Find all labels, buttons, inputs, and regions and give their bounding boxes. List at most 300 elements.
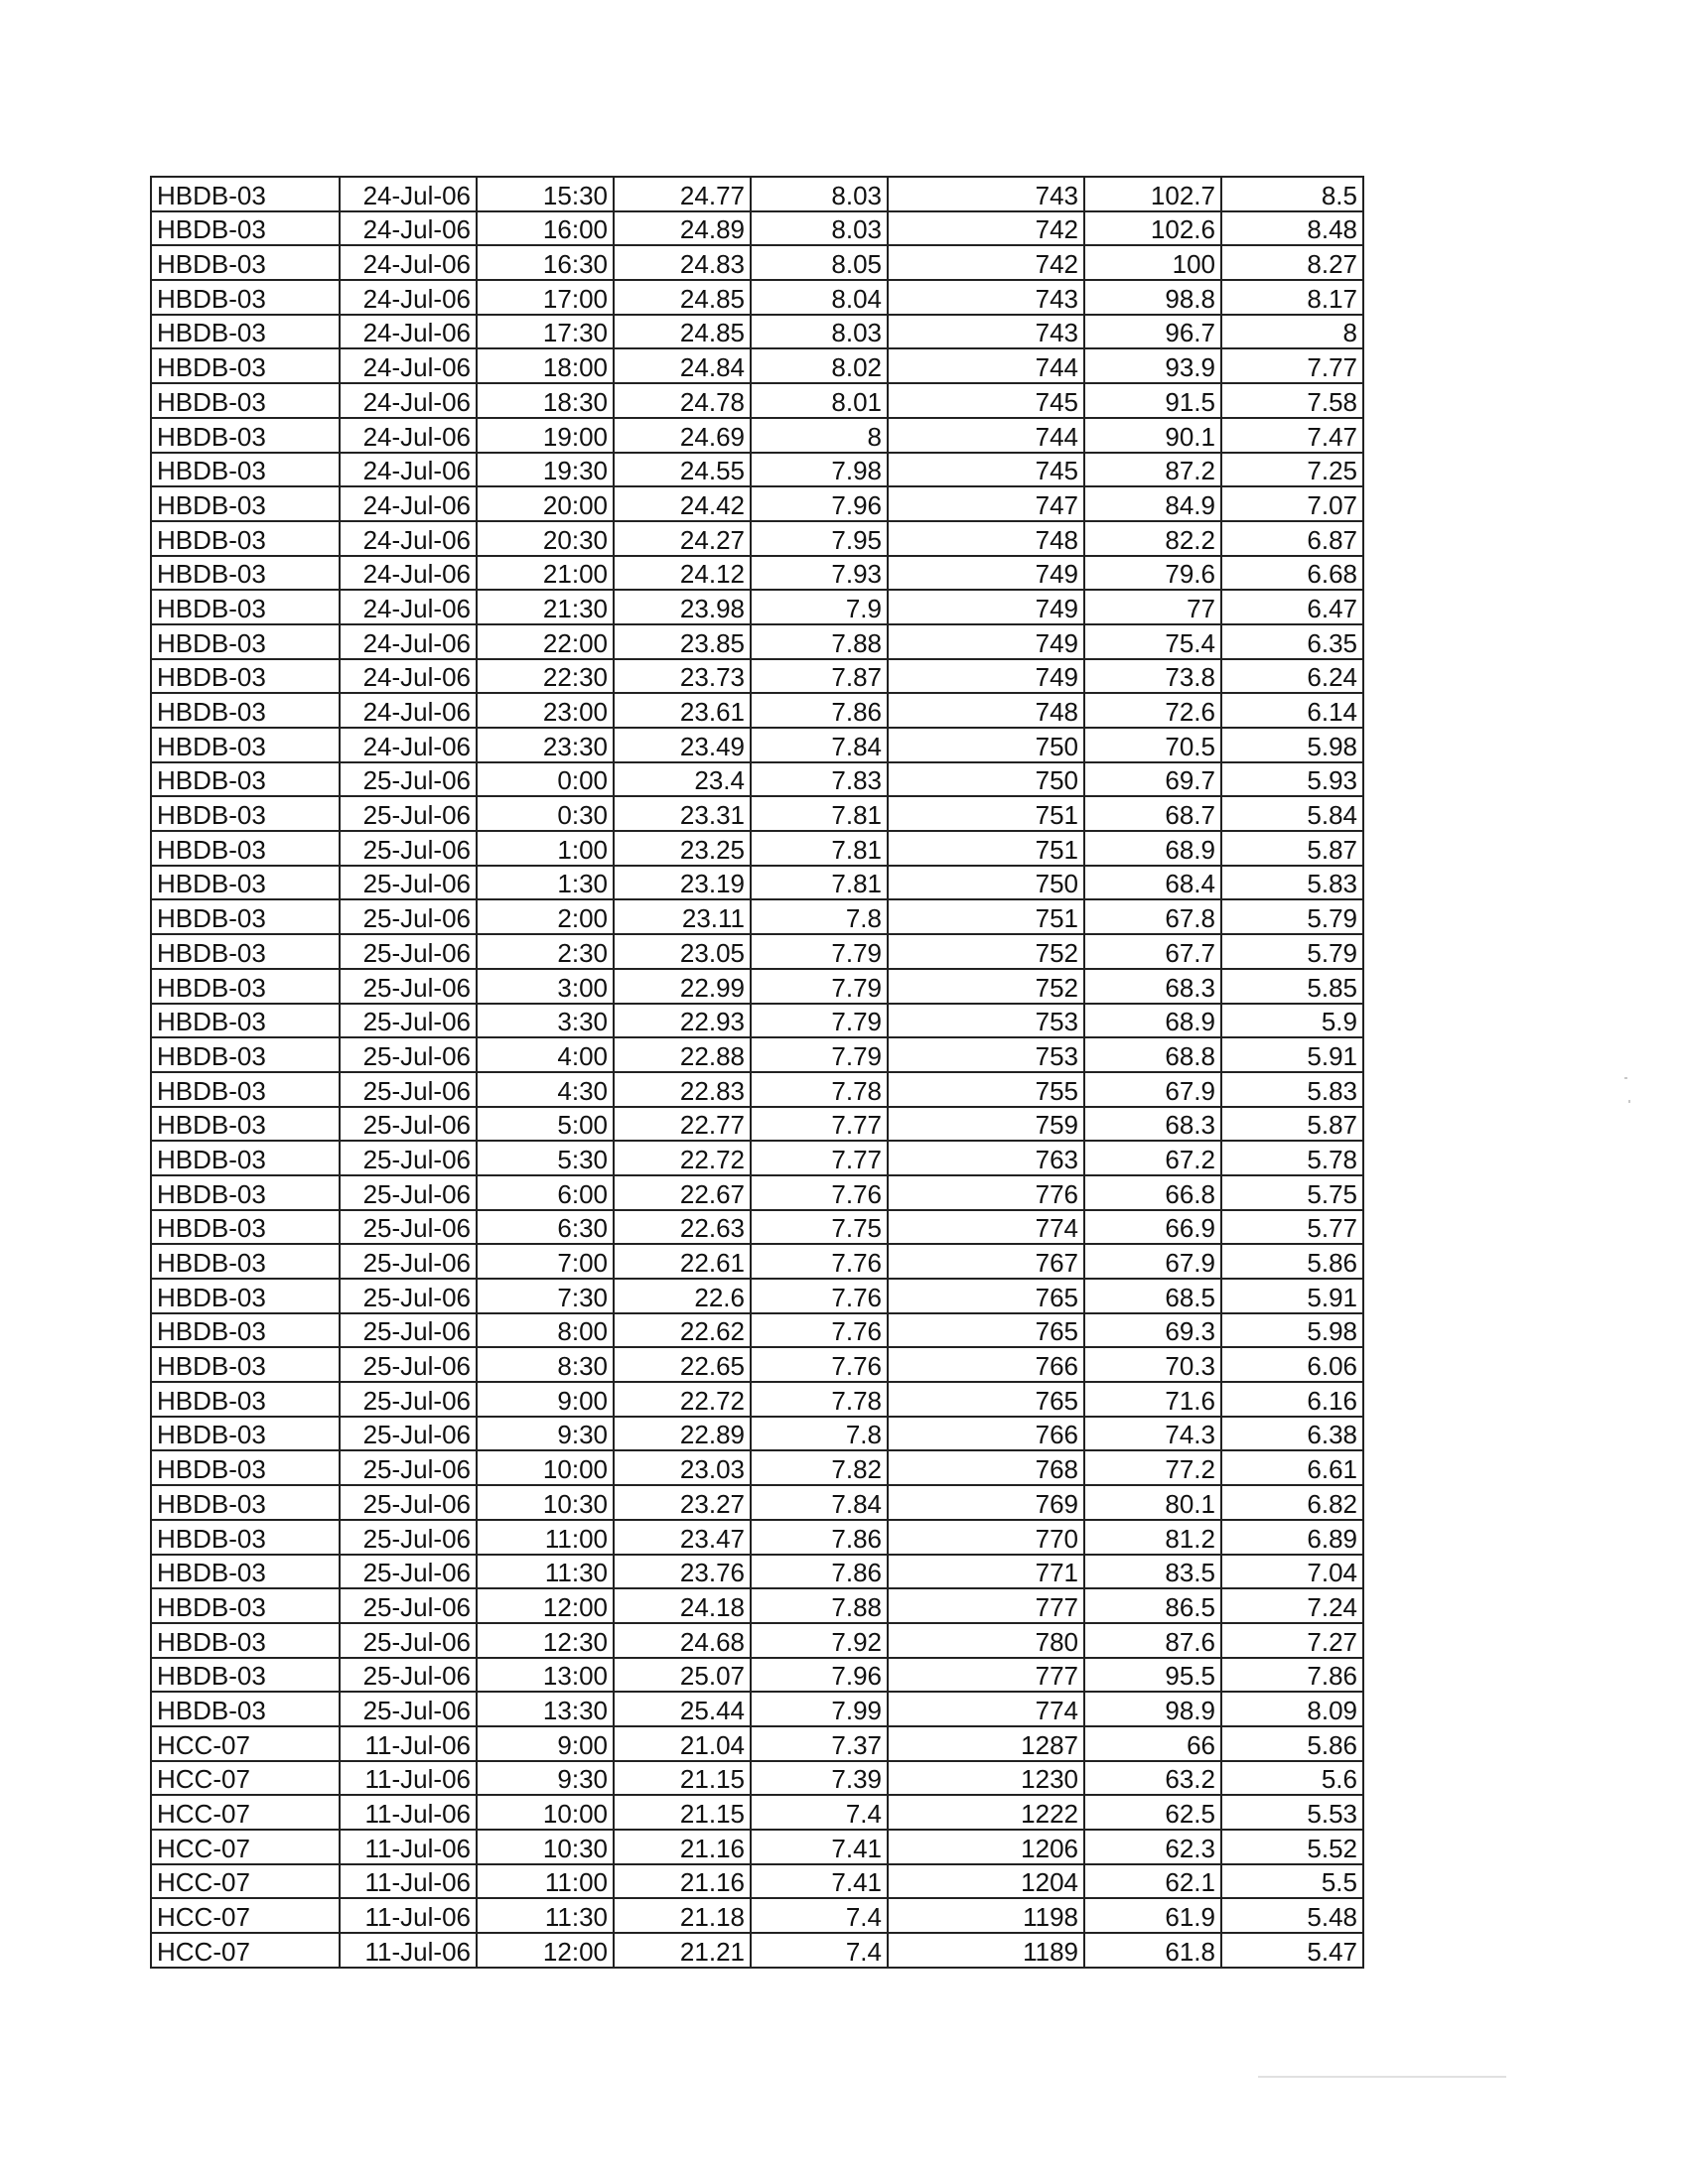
date-cell: 11-Jul-06 [340,1795,477,1830]
temp-cell: 23.49 [614,728,751,762]
do-mgl-cell: 5.87 [1221,831,1363,866]
time-cell: 23:00 [477,693,614,728]
conductivity-cell: 742 [888,211,1084,246]
ph-cell: 7.81 [751,866,888,900]
ph-cell: 7.78 [751,1072,888,1107]
temp-cell: 24.85 [614,280,751,315]
do-percent-cell: 66.9 [1084,1210,1221,1245]
ph-cell: 7.75 [751,1210,888,1245]
time-cell: 18:00 [477,348,614,383]
date-cell: 24-Jul-06 [340,315,477,349]
table-row [151,1520,1363,1555]
ph-cell: 8.03 [751,315,888,349]
site-cell: HBDB-03 [151,1004,340,1038]
ph-cell: 7.86 [751,1555,888,1589]
temp-cell: 22.61 [614,1244,751,1279]
date-cell: 25-Jul-06 [340,1623,477,1658]
do-percent-cell: 68.7 [1084,796,1221,831]
do-mgl-cell: 5.79 [1221,899,1363,934]
site-cell: HBDB-03 [151,796,340,831]
date-cell: 25-Jul-06 [340,1417,477,1451]
do-mgl-cell: 6.87 [1221,521,1363,556]
temp-cell: 23.25 [614,831,751,866]
date-cell: 25-Jul-06 [340,1279,477,1313]
table-row [151,934,1363,969]
do-mgl-cell: 8.27 [1221,245,1363,280]
conductivity-cell: 1287 [888,1726,1084,1761]
table-row [151,1107,1363,1142]
ph-cell: 7.84 [751,728,888,762]
site-cell: HBDB-03 [151,453,340,487]
temp-cell: 23.03 [614,1450,751,1485]
date-cell: 25-Jul-06 [340,1588,477,1623]
do-percent-cell: 67.9 [1084,1072,1221,1107]
date-cell: 24-Jul-06 [340,693,477,728]
date-cell: 25-Jul-06 [340,1072,477,1107]
time-cell: 0:30 [477,796,614,831]
date-cell: 25-Jul-06 [340,1107,477,1142]
site-cell: HBDB-03 [151,728,340,762]
ph-cell: 7.88 [751,1588,888,1623]
date-cell: 11-Jul-06 [340,1761,477,1796]
table-body [151,177,1363,1968]
do-mgl-cell: 5.98 [1221,1313,1363,1348]
temp-cell: 24.77 [614,177,751,211]
temp-cell: 23.98 [614,590,751,624]
temp-cell: 24.85 [614,315,751,349]
do-percent-cell: 82.2 [1084,521,1221,556]
do-percent-cell: 67.8 [1084,899,1221,934]
table-row [151,1279,1363,1313]
do-percent-cell: 86.5 [1084,1588,1221,1623]
table-row [151,1417,1363,1451]
temp-cell: 23.05 [614,934,751,969]
ph-cell: 7.88 [751,624,888,659]
time-cell: 20:00 [477,486,614,521]
time-cell: 12:30 [477,1623,614,1658]
ph-cell: 7.79 [751,969,888,1004]
date-cell: 25-Jul-06 [340,1450,477,1485]
do-mgl-cell: 5.75 [1221,1175,1363,1210]
temp-cell: 21.15 [614,1761,751,1796]
ph-cell: 7.96 [751,486,888,521]
time-cell: 11:00 [477,1864,614,1899]
ph-cell: 7.39 [751,1761,888,1796]
date-cell: 24-Jul-06 [340,177,477,211]
site-cell: HBDB-03 [151,1347,340,1382]
temp-cell: 24.42 [614,486,751,521]
table-row [151,1933,1363,1968]
temp-cell: 21.15 [614,1795,751,1830]
date-cell: 24-Jul-06 [340,659,477,694]
site-cell: HBDB-03 [151,1210,340,1245]
do-percent-cell: 80.1 [1084,1485,1221,1520]
temp-cell: 23.47 [614,1520,751,1555]
ph-cell: 7.82 [751,1450,888,1485]
do-mgl-cell: 7.27 [1221,1623,1363,1658]
do-percent-cell: 62.1 [1084,1864,1221,1899]
time-cell: 22:00 [477,624,614,659]
temp-cell: 23.31 [614,796,751,831]
ph-cell: 7.98 [751,453,888,487]
temp-cell: 22.77 [614,1107,751,1142]
date-cell: 25-Jul-06 [340,1244,477,1279]
do-percent-cell: 68.5 [1084,1279,1221,1313]
site-cell: HCC-07 [151,1830,340,1864]
do-mgl-cell: 6.68 [1221,556,1363,591]
temp-cell: 22.93 [614,1004,751,1038]
time-cell: 7:30 [477,1279,614,1313]
temp-cell: 22.72 [614,1382,751,1417]
do-percent-cell: 102.6 [1084,211,1221,246]
do-percent-cell: 62.5 [1084,1795,1221,1830]
do-percent-cell: 67.2 [1084,1141,1221,1175]
ph-cell: 8.01 [751,383,888,418]
table-row [151,418,1363,453]
conductivity-cell: 1198 [888,1898,1084,1933]
temp-cell: 23.61 [614,693,751,728]
table-row [151,899,1363,934]
conductivity-cell: 780 [888,1623,1084,1658]
conductivity-cell: 744 [888,348,1084,383]
table-row [151,590,1363,624]
table-row [151,315,1363,349]
temp-cell: 21.16 [614,1864,751,1899]
conductivity-cell: 755 [888,1072,1084,1107]
table-row [151,969,1363,1004]
date-cell: 24-Jul-06 [340,728,477,762]
temp-cell: 21.04 [614,1726,751,1761]
time-cell: 16:30 [477,245,614,280]
table-row [151,521,1363,556]
site-cell: HBDB-03 [151,1313,340,1348]
table-row [151,1175,1363,1210]
date-cell: 25-Jul-06 [340,1347,477,1382]
temp-cell: 23.76 [614,1555,751,1589]
do-mgl-cell: 8 [1221,315,1363,349]
site-cell: HBDB-03 [151,418,340,453]
temp-cell: 22.83 [614,1072,751,1107]
conductivity-cell: 748 [888,693,1084,728]
date-cell: 24-Jul-06 [340,486,477,521]
date-cell: 11-Jul-06 [340,1898,477,1933]
temp-cell: 23.4 [614,762,751,797]
time-cell: 0:00 [477,762,614,797]
do-percent-cell: 87.2 [1084,453,1221,487]
date-cell: 24-Jul-06 [340,590,477,624]
conductivity-cell: 749 [888,556,1084,591]
do-percent-cell: 68.9 [1084,1004,1221,1038]
do-percent-cell: 81.2 [1084,1520,1221,1555]
conductivity-cell: 749 [888,624,1084,659]
temp-cell: 22.89 [614,1417,751,1451]
time-cell: 13:30 [477,1692,614,1726]
temp-cell: 24.12 [614,556,751,591]
do-mgl-cell: 6.06 [1221,1347,1363,1382]
site-cell: HBDB-03 [151,556,340,591]
conductivity-cell: 753 [888,1004,1084,1038]
temp-cell: 24.55 [614,453,751,487]
site-cell: HBDB-03 [151,1520,340,1555]
site-cell: HBDB-03 [151,899,340,934]
ph-cell: 7.8 [751,899,888,934]
ph-cell: 7.79 [751,934,888,969]
do-percent-cell: 74.3 [1084,1417,1221,1451]
table-row [151,659,1363,694]
site-cell: HBDB-03 [151,831,340,866]
do-mgl-cell: 6.16 [1221,1382,1363,1417]
table-row [151,1795,1363,1830]
temp-cell: 23.27 [614,1485,751,1520]
do-percent-cell: 70.3 [1084,1347,1221,1382]
do-mgl-cell: 5.6 [1221,1761,1363,1796]
site-cell: HBDB-03 [151,590,340,624]
time-cell: 9:00 [477,1382,614,1417]
conductivity-cell: 751 [888,796,1084,831]
table-row [151,1313,1363,1348]
do-percent-cell: 70.5 [1084,728,1221,762]
table-row [151,1692,1363,1726]
conductivity-cell: 749 [888,590,1084,624]
temp-cell: 24.78 [614,383,751,418]
time-cell: 16:00 [477,211,614,246]
do-mgl-cell: 6.89 [1221,1520,1363,1555]
do-percent-cell: 95.5 [1084,1658,1221,1693]
date-cell: 25-Jul-06 [340,1313,477,1348]
site-cell: HBDB-03 [151,624,340,659]
time-cell: 19:00 [477,418,614,453]
do-percent-cell: 93.9 [1084,348,1221,383]
do-percent-cell: 71.6 [1084,1382,1221,1417]
date-cell: 25-Jul-06 [340,1141,477,1175]
table-row [151,1141,1363,1175]
do-percent-cell: 62.3 [1084,1830,1221,1864]
site-cell: HBDB-03 [151,693,340,728]
do-percent-cell: 102.7 [1084,177,1221,211]
ph-cell: 7.41 [751,1830,888,1864]
do-mgl-cell: 7.58 [1221,383,1363,418]
ph-cell: 7.9 [751,590,888,624]
table-row [151,348,1363,383]
date-cell: 24-Jul-06 [340,211,477,246]
conductivity-cell: 777 [888,1588,1084,1623]
date-cell: 25-Jul-06 [340,762,477,797]
temp-cell: 21.18 [614,1898,751,1933]
ph-cell: 7.77 [751,1141,888,1175]
do-mgl-cell: 7.77 [1221,348,1363,383]
time-cell: 2:00 [477,899,614,934]
site-cell: HBDB-03 [151,1072,340,1107]
do-percent-cell: 84.9 [1084,486,1221,521]
site-cell: HBDB-03 [151,934,340,969]
temp-cell: 24.84 [614,348,751,383]
table-row [151,693,1363,728]
do-percent-cell: 100 [1084,245,1221,280]
temp-cell: 25.07 [614,1658,751,1693]
ph-cell: 7.4 [751,1898,888,1933]
time-cell: 8:00 [477,1313,614,1348]
table-row [151,1623,1363,1658]
do-mgl-cell: 5.87 [1221,1107,1363,1142]
table-row [151,453,1363,487]
table-row [151,831,1363,866]
time-cell: 10:30 [477,1485,614,1520]
table-row [151,556,1363,591]
site-cell: HBDB-03 [151,1623,340,1658]
ph-cell: 7.76 [751,1175,888,1210]
table-row [151,486,1363,521]
conductivity-cell: 769 [888,1485,1084,1520]
conductivity-cell: 1206 [888,1830,1084,1864]
site-cell: HBDB-03 [151,1382,340,1417]
time-cell: 15:30 [477,177,614,211]
temp-cell: 22.72 [614,1141,751,1175]
conductivity-cell: 752 [888,969,1084,1004]
do-percent-cell: 67.7 [1084,934,1221,969]
site-cell: HBDB-03 [151,1588,340,1623]
do-percent-cell: 63.2 [1084,1761,1221,1796]
conductivity-cell: 766 [888,1417,1084,1451]
site-cell: HBDB-03 [151,1485,340,1520]
site-cell: HCC-07 [151,1761,340,1796]
site-cell: HBDB-03 [151,521,340,556]
do-mgl-cell: 6.24 [1221,659,1363,694]
conductivity-cell: 759 [888,1107,1084,1142]
do-mgl-cell: 5.53 [1221,1795,1363,1830]
site-cell: HBDB-03 [151,1658,340,1693]
ph-cell: 7.78 [751,1382,888,1417]
do-percent-cell: 91.5 [1084,383,1221,418]
site-cell: HBDB-03 [151,315,340,349]
conductivity-cell: 770 [888,1520,1084,1555]
date-cell: 24-Jul-06 [340,418,477,453]
do-mgl-cell: 5.52 [1221,1830,1363,1864]
do-mgl-cell: 7.47 [1221,418,1363,453]
do-percent-cell: 68.9 [1084,831,1221,866]
do-percent-cell: 69.3 [1084,1313,1221,1348]
site-cell: HBDB-03 [151,1279,340,1313]
site-cell: HBDB-03 [151,486,340,521]
table-row [151,1382,1363,1417]
site-cell: HBDB-03 [151,1555,340,1589]
date-cell: 11-Jul-06 [340,1726,477,1761]
table-row [151,1210,1363,1245]
do-percent-cell: 96.7 [1084,315,1221,349]
conductivity-cell: 742 [888,245,1084,280]
conductivity-cell: 743 [888,177,1084,211]
conductivity-cell: 1222 [888,1795,1084,1830]
do-mgl-cell: 5.9 [1221,1004,1363,1038]
date-cell: 24-Jul-06 [340,624,477,659]
do-mgl-cell: 5.91 [1221,1279,1363,1313]
do-mgl-cell: 6.61 [1221,1450,1363,1485]
ph-cell: 7.92 [751,1623,888,1658]
time-cell: 2:30 [477,934,614,969]
conductivity-cell: 751 [888,899,1084,934]
conductivity-cell: 744 [888,418,1084,453]
conductivity-cell: 743 [888,315,1084,349]
time-cell: 11:00 [477,1520,614,1555]
do-percent-cell: 68.4 [1084,866,1221,900]
site-cell: HBDB-03 [151,177,340,211]
time-cell: 17:30 [477,315,614,349]
ph-cell: 7.8 [751,1417,888,1451]
table-row [151,762,1363,797]
ph-cell: 7.95 [751,521,888,556]
temp-cell: 22.88 [614,1037,751,1072]
temp-cell: 22.6 [614,1279,751,1313]
time-cell: 21:00 [477,556,614,591]
time-cell: 12:00 [477,1588,614,1623]
table-row [151,1658,1363,1693]
site-cell: HBDB-03 [151,1417,340,1451]
date-cell: 25-Jul-06 [340,899,477,934]
time-cell: 6:30 [477,1210,614,1245]
do-percent-cell: 77 [1084,590,1221,624]
do-mgl-cell: 6.47 [1221,590,1363,624]
do-mgl-cell: 5.5 [1221,1864,1363,1899]
time-cell: 8:30 [477,1347,614,1382]
do-mgl-cell: 5.91 [1221,1037,1363,1072]
conductivity-cell: 752 [888,934,1084,969]
do-percent-cell: 67.9 [1084,1244,1221,1279]
table-row [151,1450,1363,1485]
date-cell: 25-Jul-06 [340,1555,477,1589]
ph-cell: 8.02 [751,348,888,383]
table-row [151,796,1363,831]
site-cell: HCC-07 [151,1795,340,1830]
time-cell: 9:30 [477,1417,614,1451]
conductivity-cell: 750 [888,866,1084,900]
site-cell: HBDB-03 [151,1692,340,1726]
ph-cell: 7.81 [751,796,888,831]
time-cell: 22:30 [477,659,614,694]
ph-cell: 8.03 [751,177,888,211]
do-mgl-cell: 6.38 [1221,1417,1363,1451]
do-mgl-cell: 5.48 [1221,1898,1363,1933]
site-cell: HBDB-03 [151,383,340,418]
date-cell: 25-Jul-06 [340,1382,477,1417]
site-cell: HCC-07 [151,1726,340,1761]
ph-cell: 8.04 [751,280,888,315]
do-mgl-cell: 5.86 [1221,1726,1363,1761]
do-percent-cell: 68.8 [1084,1037,1221,1072]
ph-cell: 7.83 [751,762,888,797]
ph-cell: 7.77 [751,1107,888,1142]
do-mgl-cell: 8.09 [1221,1692,1363,1726]
scan-speck [1628,1100,1630,1103]
table-row [151,211,1363,246]
conductivity-cell: 750 [888,728,1084,762]
time-cell: 10:00 [477,1795,614,1830]
temp-cell: 24.27 [614,521,751,556]
do-percent-cell: 98.9 [1084,1692,1221,1726]
date-cell: 25-Jul-06 [340,1520,477,1555]
time-cell: 6:00 [477,1175,614,1210]
temp-cell: 22.65 [614,1347,751,1382]
do-mgl-cell: 5.83 [1221,1072,1363,1107]
do-percent-cell: 98.8 [1084,280,1221,315]
date-cell: 25-Jul-06 [340,796,477,831]
do-mgl-cell: 5.78 [1221,1141,1363,1175]
time-cell: 1:30 [477,866,614,900]
ph-cell: 7.86 [751,693,888,728]
ph-cell: 7.76 [751,1244,888,1279]
do-mgl-cell: 8.5 [1221,177,1363,211]
do-mgl-cell: 8.17 [1221,280,1363,315]
do-percent-cell: 90.1 [1084,418,1221,453]
do-mgl-cell: 7.86 [1221,1658,1363,1693]
